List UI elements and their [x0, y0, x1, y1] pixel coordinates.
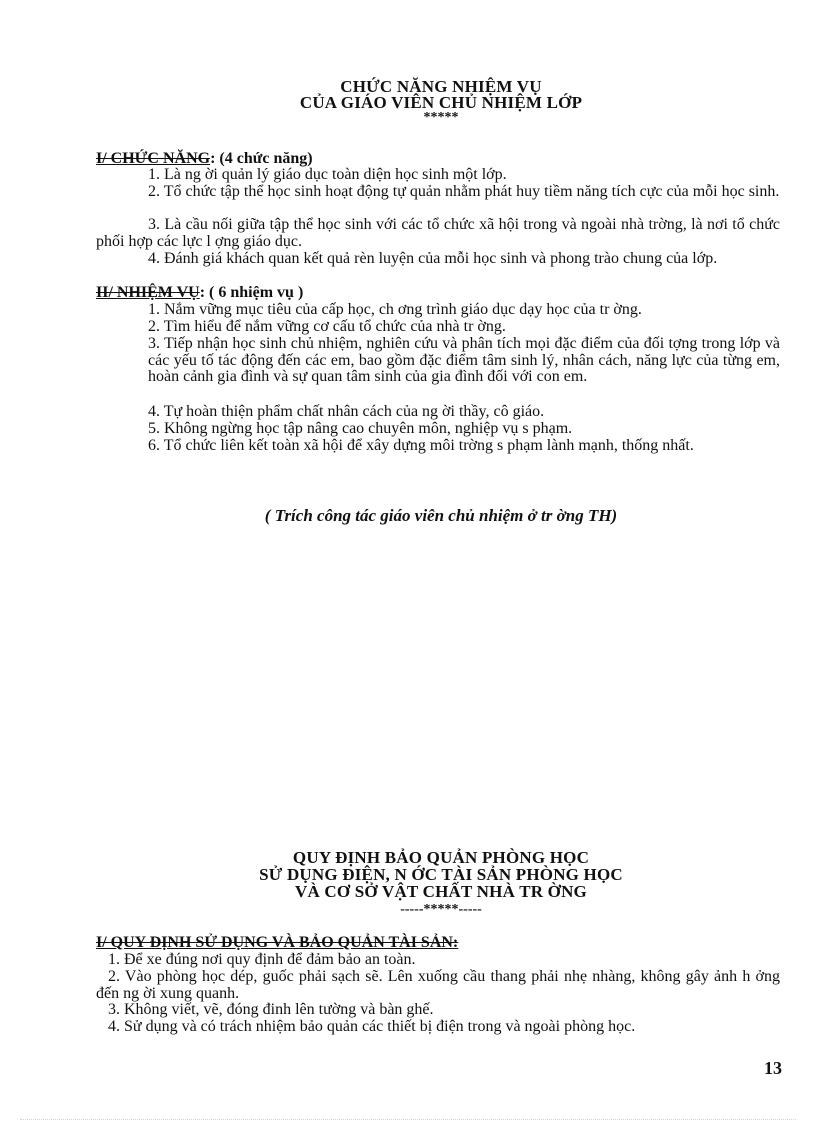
- section1-title-line2: CỦA GIÁO VIÊN CHỦ NHIỆM LỚP: [299, 93, 583, 112]
- section1-part1-item-4: 4. Đánh giá khách quan kết quả rèn luyện của mỗi học sinh và phong trào chung của lớp.: [148, 250, 718, 267]
- section1-part1-heading: [96, 151, 313, 167]
- section1-part2-item-3: 3. Tiếp nhận học sinh chủ nhiệm, nghiên cứu và phân tích mọi đặc điểm của đối tợng trong lớp và các yếu tố tác động đến các em, bao gồm đặc điểm tâm sinh lý, nhân cách, năng lực của từng em, hoàn cảnh gia đình và sự quan tâm sinh của gia đình đối với con em.: [148, 335, 780, 385]
- section2-title-line3: VÀ CƠ SỞ VẬT CHẤT NHÀ TR ỜNG: [295, 882, 587, 901]
- section2-part1-heading-label: I/ QUY ĐỊNH SỬ DỤNG VÀ BẢO QUẢN TÀI SẢN:: [96, 934, 459, 951]
- section2-part1-item-4: 4. Sử dụng và có trách nhiệm bảo quản các thiết bị điện trong và ngoài phòng học.: [108, 1018, 636, 1035]
- page-bottom-divider: [20, 1119, 796, 1120]
- page-number: 13: [764, 1058, 782, 1078]
- section1-part1-item-1: 1. Là ng ời quản lý giáo dục toàn diện học sinh một lớp.: [148, 166, 507, 183]
- section1-part1-heading-suffix: : (4 chức năng): [210, 150, 313, 167]
- section1-stars: *****: [423, 110, 459, 125]
- section2-stars: -----*****-----: [400, 902, 482, 917]
- section1-part1-item-3: 3. Là cầu nối giữa tập thể học sinh với các tổ chức xã hội trong và ngoài nhà trờng, là nơi tổ chức phối hợp các lực l ợng giáo dục.: [96, 216, 780, 250]
- section1-part2-item-2: 2. Tìm hiểu để nắm vững cơ cấu tổ chức của nhà tr ờng.: [148, 318, 506, 335]
- section2-part1-heading: [96, 935, 458, 951]
- section1-title-line1: CHỨC NĂNG NHIỆM VỤ: [340, 77, 542, 96]
- section1-part2-heading-label: II/ NHIỆM VỤ: [96, 284, 200, 301]
- section1-part1-item-2: 2. Tổ chức tập thể học sinh hoạt động tự quản nhằm phát huy tiềm năng tích cực của mỗi học sinh.: [148, 183, 780, 200]
- section2-title-line2: SỬ DỤNG ĐIỆN, N ỚC TÀI SẢN PHÒNG HỌC: [259, 865, 623, 884]
- section1-part2-item-1: 1. Nắm vững mục tiêu của cấp học, ch ơng trình giáo dục dạy học của tr ờng.: [148, 301, 642, 318]
- section2-part1-item-3: 3. Không viết, vẽ, đóng đinh lên tường và bàn ghế.: [108, 1001, 434, 1018]
- section2-part1-item-2: 2. Vào phòng học dép, guốc phải sạch sẽ. Lên xuống cầu thang phải nhẹ nhàng, không gây ảnh h ởng đến ng ời xung quanh.: [96, 968, 780, 1002]
- source-quote: ( Trích công tác giáo viên chủ nhiệm ở tr ờng TH): [264, 506, 618, 525]
- section1-part2-item-4: 4. Tự hoàn thiện phẩm chất nhân cách của ng ời thầy, cô giáo.: [148, 403, 545, 420]
- section1-part2-item-5: 5. Không ngừng học tập nâng cao chuyên môn, nghiệp vụ s phạm.: [148, 420, 573, 437]
- section1-part1-heading-label: I/ CHỨC NĂNG: [96, 150, 211, 167]
- section1-part2-heading-suffix: : ( 6 nhiệm vụ ): [199, 284, 304, 301]
- section1-part2-heading: [96, 285, 303, 301]
- section2-part1-item-1: 1. Để xe đúng nơi quy định để đảm bảo an toàn.: [108, 951, 416, 968]
- section2-title-line1: QUY ĐỊNH BẢO QUẢN PHÒNG HỌC: [292, 848, 590, 867]
- section1-part2-item-6: 6. Tổ chức liên kết toàn xã hội để xây dựng môi trờng s phạm lành mạnh, thống nhất.: [148, 437, 694, 454]
